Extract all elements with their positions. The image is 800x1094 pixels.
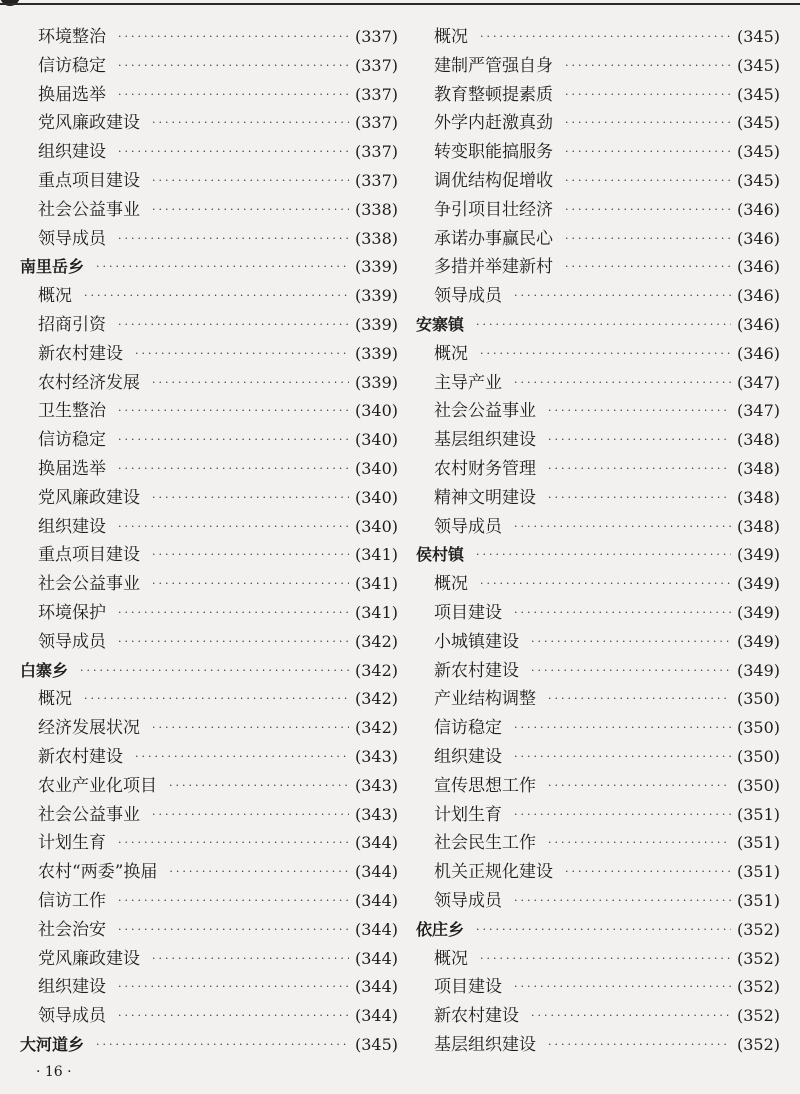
toc-page-number: (352) — [736, 948, 780, 968]
toc-leader-dots — [514, 369, 731, 398]
toc-entry — [16, 858, 398, 887]
toc-entry — [16, 282, 398, 311]
toc-entry-label: 组织建设 — [38, 142, 106, 163]
toc-entry — [16, 167, 398, 196]
toc-entry — [412, 196, 780, 225]
toc-entry — [412, 570, 780, 599]
toc-leader-dots — [118, 973, 349, 1002]
toc-entry-label: 社会民生工作 — [434, 833, 536, 854]
toc-page-number: (349) — [736, 631, 780, 651]
toc-leader-dots — [548, 685, 731, 714]
toc-entry — [16, 772, 398, 801]
toc-entry-label: 概况 — [434, 343, 468, 364]
toc-entry — [412, 253, 780, 282]
toc-leader-dots — [531, 657, 731, 686]
toc-entry-label: 新农村建设 — [434, 660, 519, 681]
toc-page-number: (351) — [736, 833, 780, 853]
toc-leader-dots — [476, 311, 731, 340]
toc-page-number: (345) — [354, 1034, 398, 1054]
toc-page-number: (348) — [736, 458, 780, 478]
toc-entry — [412, 81, 780, 110]
toc-page-number: (347) — [736, 401, 780, 421]
toc-entry-label: 主导产业 — [434, 372, 502, 393]
toc-page-number: (352) — [736, 1006, 780, 1026]
toc-leader-dots — [565, 225, 731, 254]
toc-entry — [16, 541, 398, 570]
toc-entry-label: 多措并举建新村 — [434, 257, 553, 278]
toc-page-number: (344) — [354, 890, 398, 910]
toc-entry — [16, 426, 398, 455]
toc-leader-dots — [152, 541, 349, 570]
toc-entry-label: 转变职能搞服务 — [434, 142, 553, 163]
toc-entry-label: 领导成员 — [434, 286, 502, 307]
toc-page-number: (346) — [736, 343, 780, 363]
toc-page-number: (341) — [354, 545, 398, 565]
toc-page-number: (349) — [736, 660, 780, 680]
toc-left-column — [16, 23, 398, 1060]
toc-entry-label: 社会治安 — [38, 919, 106, 940]
toc-entry-label: 小城镇建设 — [434, 631, 519, 652]
toc-entry-label: 新农村建设 — [38, 343, 123, 364]
toc-leader-dots — [514, 282, 731, 311]
toc-leader-dots — [118, 81, 349, 110]
toc-leader-dots — [548, 1031, 731, 1060]
toc-entry-label: 外学内赶激真劲 — [434, 113, 553, 134]
toc-entry-label: 概况 — [38, 286, 72, 307]
toc-entry-label: 农业产业化项目 — [38, 775, 157, 796]
toc-entry — [16, 570, 398, 599]
toc-page-number: (341) — [354, 574, 398, 594]
toc-section-heading — [412, 311, 780, 340]
toc-entry — [412, 887, 780, 916]
toc-entry — [16, 484, 398, 513]
toc-leader-dots — [118, 1002, 349, 1031]
toc-entry — [412, 1031, 780, 1060]
toc-section-heading — [16, 657, 398, 686]
toc-entry — [16, 225, 398, 254]
toc-page-number: (342) — [354, 631, 398, 651]
toc-entry — [16, 887, 398, 916]
toc-page-number: (344) — [354, 919, 398, 939]
toc-entry — [412, 426, 780, 455]
toc-entry — [16, 52, 398, 81]
toc-entry — [412, 138, 780, 167]
header-rule — [0, 3, 800, 5]
toc-entry-label: 招商引资 — [38, 314, 106, 335]
toc-page-number: (340) — [354, 516, 398, 536]
toc-leader-dots — [152, 714, 349, 743]
toc-leader-dots — [118, 52, 349, 81]
toc-entry-label: 社会公益事业 — [38, 199, 140, 220]
toc-page-number: (345) — [736, 27, 780, 46]
toc-page-number: (346) — [736, 199, 780, 219]
toc-entry-label: 产业结构调整 — [434, 689, 536, 710]
toc-section-heading — [16, 253, 398, 282]
toc-leader-dots — [118, 916, 349, 945]
toc-leader-dots — [152, 109, 349, 138]
page-number: · 16 · — [36, 1064, 72, 1080]
toc-leader-dots — [514, 801, 731, 830]
toc-entry-label: 领导成员 — [434, 890, 502, 911]
toc-page-number: (337) — [354, 27, 398, 46]
toc-page-number: (351) — [736, 804, 780, 824]
toc-leader-dots — [548, 484, 731, 513]
toc-entry-label: 社会公益事业 — [38, 804, 140, 825]
toc-leader-dots — [548, 829, 731, 858]
toc-entry-label: 党风廉政建设 — [38, 113, 140, 134]
toc-entry-label: 概况 — [38, 689, 72, 710]
toc-entry-label: 概况 — [434, 574, 468, 595]
toc-entry-label: 党风廉政建设 — [38, 948, 140, 969]
toc-leader-dots — [565, 167, 731, 196]
toc-page-number: (348) — [736, 516, 780, 536]
toc-page-number: (337) — [354, 84, 398, 104]
toc-entry-label: 卫生整治 — [38, 401, 106, 422]
toc-page-number: (337) — [354, 113, 398, 133]
toc-entry-label: 南里岳乡 — [20, 257, 85, 277]
toc-entry-label: 领导成员 — [38, 1006, 106, 1027]
toc-leader-dots — [169, 772, 349, 801]
toc-entry — [16, 685, 398, 714]
toc-page-number: (345) — [736, 142, 780, 162]
toc-entry-label: 农村财务管理 — [434, 458, 536, 479]
toc-page-number: (340) — [354, 487, 398, 507]
toc-leader-dots — [118, 455, 349, 484]
toc-leader-dots — [531, 628, 731, 657]
toc-page-number: (344) — [354, 1006, 398, 1026]
toc-page-number: (339) — [354, 257, 398, 277]
toc-entry — [412, 801, 780, 830]
toc-entry-label: 重点项目建设 — [38, 170, 140, 191]
toc-entry-label: 领导成员 — [38, 228, 106, 249]
toc-leader-dots — [118, 887, 349, 916]
toc-page-number: (347) — [736, 372, 780, 392]
toc-entry-label: 党风廉政建设 — [38, 487, 140, 508]
toc-entry — [412, 973, 780, 1002]
toc-page-number: (349) — [736, 574, 780, 594]
toc-leader-dots — [480, 945, 731, 974]
toc-page-number: (351) — [736, 890, 780, 910]
toc-entry — [412, 225, 780, 254]
toc-entry-label: 依庄乡 — [416, 919, 465, 939]
toc-entry — [412, 455, 780, 484]
toc-page-number: (338) — [354, 228, 398, 248]
toc-leader-dots — [565, 109, 731, 138]
toc-leader-dots — [480, 340, 731, 369]
toc-entry-label: 争引项目壮经济 — [434, 199, 553, 220]
toc-entry — [412, 657, 780, 686]
toc-entry — [412, 282, 780, 311]
toc-entry-label: 精神文明建设 — [434, 487, 536, 508]
toc-entry-label: 安寨镇 — [416, 314, 465, 334]
toc-entry — [412, 340, 780, 369]
toc-entry-label: 承诺办事赢民心 — [434, 228, 553, 249]
toc-leader-dots — [514, 887, 731, 916]
toc-page-number: (341) — [354, 602, 398, 622]
toc-entry-label: 组织建设 — [38, 977, 106, 998]
toc-leader-dots — [514, 743, 731, 772]
toc-leader-dots — [514, 714, 731, 743]
toc-leader-dots — [565, 52, 731, 81]
toc-leader-dots — [548, 772, 731, 801]
toc-leader-dots — [514, 513, 731, 542]
toc-page-number: (352) — [736, 1034, 780, 1054]
toc-section-heading — [412, 541, 780, 570]
toc-page-number: (345) — [736, 170, 780, 190]
toc-leader-dots — [118, 628, 349, 657]
toc-page-number: (340) — [354, 430, 398, 450]
toc-leader-dots — [169, 858, 349, 887]
toc-leader-dots — [480, 23, 731, 52]
toc-page-number: (342) — [354, 660, 398, 680]
toc-entry — [16, 513, 398, 542]
toc-entry — [412, 714, 780, 743]
toc-entry-label: 信访稳定 — [38, 430, 106, 451]
toc-page-number: (338) — [354, 199, 398, 219]
toc-leader-dots — [84, 282, 349, 311]
toc-entry — [16, 81, 398, 110]
toc-leader-dots — [118, 23, 349, 52]
toc-page-number: (340) — [354, 458, 398, 478]
toc-leader-dots — [80, 657, 349, 686]
toc-entry-label: 领导成员 — [38, 631, 106, 652]
toc-entry-label: 机关正规化建设 — [434, 862, 553, 883]
toc-entry — [16, 945, 398, 974]
toc-leader-dots — [118, 397, 349, 426]
toc-page-number: (352) — [736, 919, 780, 939]
toc-entry-label: 新农村建设 — [38, 746, 123, 767]
toc-entry-label: 基层组织建设 — [434, 430, 536, 451]
toc-leader-dots — [476, 916, 731, 945]
toc-entry-label: 环境保护 — [38, 602, 106, 623]
toc-leader-dots — [565, 858, 731, 887]
toc-entry — [412, 599, 780, 628]
toc-entry-label: 项目建设 — [434, 977, 502, 998]
toc-entry-label: 计划生育 — [38, 833, 106, 854]
toc-entry — [16, 743, 398, 772]
toc-entry-label: 信访稳定 — [38, 55, 106, 76]
toc-entry-label: 调优结构促增收 — [434, 170, 553, 191]
toc-leader-dots — [152, 801, 349, 830]
toc-entry — [412, 829, 780, 858]
toc-entry-label: 信访稳定 — [434, 718, 502, 739]
toc-leader-dots — [565, 138, 731, 167]
toc-leader-dots — [152, 570, 349, 599]
toc-page-number: (348) — [736, 487, 780, 507]
toc-page-number: (337) — [354, 170, 398, 190]
toc-leader-dots — [118, 513, 349, 542]
toc-page-number: (342) — [354, 718, 398, 738]
toc-entry-label: 组织建设 — [434, 746, 502, 767]
toc-entry — [16, 829, 398, 858]
toc-entry-label: 建制严管强自身 — [434, 55, 553, 76]
toc-entry — [412, 23, 780, 52]
toc-entry-label: 重点项目建设 — [38, 545, 140, 566]
toc-entry-label: 教育整顿提素质 — [434, 84, 553, 105]
toc-entry-label: 计划生育 — [434, 804, 502, 825]
toc-leader-dots — [152, 484, 349, 513]
toc-leader-dots — [152, 369, 349, 398]
toc-leader-dots — [152, 945, 349, 974]
toc-entry-label: 换届选举 — [38, 458, 106, 479]
toc-leader-dots — [548, 397, 731, 426]
toc-entry — [16, 23, 398, 52]
toc-page-number: (346) — [736, 286, 780, 306]
toc-entry-label: 农村“两委”换届 — [38, 862, 158, 883]
toc-leader-dots — [514, 599, 731, 628]
toc-leader-dots — [118, 225, 349, 254]
toc-page-number: (339) — [354, 343, 398, 363]
toc-page-number: (350) — [736, 746, 780, 766]
toc-entry — [16, 397, 398, 426]
toc-entry — [16, 628, 398, 657]
toc-page-number: (350) — [736, 775, 780, 795]
toc-page-number: (344) — [354, 977, 398, 997]
toc-leader-dots — [531, 1002, 731, 1031]
toc-entry — [412, 513, 780, 542]
toc-entry-label: 社会公益事业 — [38, 574, 140, 595]
toc-entry — [412, 484, 780, 513]
toc-leader-dots — [118, 829, 349, 858]
toc-leader-dots — [118, 599, 349, 628]
toc-page-number: (350) — [736, 689, 780, 709]
toc-entry — [412, 628, 780, 657]
toc-leader-dots — [152, 167, 349, 196]
toc-entry-label: 项目建设 — [434, 602, 502, 623]
toc-leader-dots — [135, 340, 349, 369]
toc-leader-dots — [548, 426, 731, 455]
toc-entry — [412, 397, 780, 426]
toc-leader-dots — [118, 426, 349, 455]
toc-entry-label: 社会公益事业 — [434, 401, 536, 422]
toc-leader-dots — [565, 196, 731, 225]
toc-entry-label: 概况 — [434, 27, 468, 47]
toc-entry — [16, 973, 398, 1002]
toc-entry-label: 农村经济发展 — [38, 372, 140, 393]
toc-entry — [412, 52, 780, 81]
toc-section-heading — [412, 916, 780, 945]
toc-page-number: (346) — [736, 228, 780, 248]
toc-leader-dots — [118, 138, 349, 167]
toc-entry-label: 大河道乡 — [20, 1034, 85, 1054]
toc-entry — [412, 743, 780, 772]
toc-leader-dots — [96, 253, 349, 282]
toc-leader-dots — [514, 973, 731, 1002]
toc-page-number: (344) — [354, 862, 398, 882]
toc-leader-dots — [118, 311, 349, 340]
toc-page-number: (349) — [736, 545, 780, 565]
toc-leader-dots — [480, 570, 731, 599]
toc-page-number: (337) — [354, 142, 398, 162]
toc-page-number: (340) — [354, 401, 398, 421]
toc-entry — [412, 109, 780, 138]
toc-entry-label: 领导成员 — [434, 516, 502, 537]
toc-page-number: (345) — [736, 55, 780, 75]
toc-entry — [412, 167, 780, 196]
toc-page-number: (337) — [354, 55, 398, 75]
toc-leader-dots — [565, 253, 731, 282]
toc-leader-dots — [476, 541, 731, 570]
toc-page-number: (352) — [736, 977, 780, 997]
toc-entry-label: 换届选举 — [38, 84, 106, 105]
toc-page-number: (349) — [736, 602, 780, 622]
toc-entry — [16, 599, 398, 628]
toc-page-number: (343) — [354, 746, 398, 766]
toc-entry — [412, 1002, 780, 1031]
toc-entry — [16, 340, 398, 369]
toc-leader-dots — [96, 1031, 349, 1060]
toc-entry — [16, 455, 398, 484]
toc-entry — [16, 196, 398, 225]
toc-entry-label: 侯村镇 — [416, 545, 465, 565]
toc-entry — [16, 916, 398, 945]
toc-entry — [16, 714, 398, 743]
toc-entry — [16, 311, 398, 340]
toc-entry-label: 经济发展状况 — [38, 718, 140, 739]
toc-page-number: (342) — [354, 689, 398, 709]
toc-entry — [16, 109, 398, 138]
toc-page-number: (344) — [354, 833, 398, 853]
toc-entry-label: 新农村建设 — [434, 1006, 519, 1027]
toc-page-number: (339) — [354, 314, 398, 334]
toc-section-heading — [16, 1031, 398, 1060]
toc-page-number: (345) — [736, 113, 780, 133]
toc-page-number: (350) — [736, 718, 780, 738]
toc-page-number: (339) — [354, 372, 398, 392]
toc-entry — [16, 369, 398, 398]
toc-entry-label: 环境整治 — [38, 27, 106, 47]
toc-entry-label: 组织建设 — [38, 516, 106, 537]
toc-entry — [412, 858, 780, 887]
toc-page-number: (348) — [736, 430, 780, 450]
toc-entry-label: 基层组织建设 — [434, 1034, 536, 1055]
toc-right-column — [412, 23, 780, 1060]
toc-page-number: (351) — [736, 862, 780, 882]
toc-leader-dots — [548, 455, 731, 484]
toc-entry-label: 白寨乡 — [20, 660, 69, 680]
toc-page-number: (343) — [354, 804, 398, 824]
toc-entry — [16, 1002, 398, 1031]
toc-page-number: (339) — [354, 286, 398, 306]
toc-entry — [412, 369, 780, 398]
toc-page-number: (344) — [354, 948, 398, 968]
toc-entry — [16, 801, 398, 830]
toc-leader-dots — [565, 81, 731, 110]
toc-page-number: (345) — [736, 84, 780, 104]
toc-entry — [412, 945, 780, 974]
toc-entry-label: 概况 — [434, 948, 468, 969]
toc-leader-dots — [135, 743, 349, 772]
toc-page-number: (346) — [736, 314, 780, 334]
toc-entry-label: 信访工作 — [38, 890, 106, 911]
toc-page-number: (343) — [354, 775, 398, 795]
toc-page-number: (346) — [736, 257, 780, 277]
toc-entry — [412, 685, 780, 714]
toc-entry-label: 宣传思想工作 — [434, 775, 536, 796]
toc-leader-dots — [152, 196, 349, 225]
toc-entry — [16, 138, 398, 167]
toc-entry — [412, 772, 780, 801]
toc-leader-dots — [84, 685, 349, 714]
